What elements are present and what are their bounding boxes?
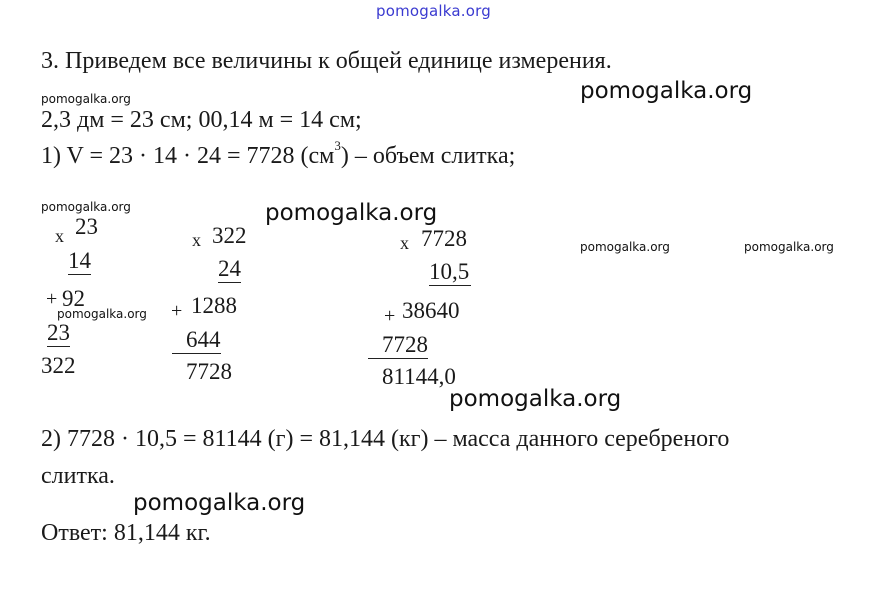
calc-1-plus: + <box>46 288 58 310</box>
calc-2-multiplicand: 322 <box>212 223 247 248</box>
watermark-small: pomogalka.org <box>41 92 131 106</box>
calc-2-result: 7728 <box>186 359 232 384</box>
top-watermark: pomogalka.org <box>376 2 491 20</box>
step-1-text: 1) V = 23 · 14 · 24 = 7728 (см <box>41 143 335 169</box>
calc-1-multiplier: 14 <box>68 248 91 273</box>
step-1-exponent: 3 <box>334 138 341 153</box>
watermark-large: pomogalka.org <box>580 78 753 104</box>
calc-3-plus: + <box>384 305 396 327</box>
watermark-small: pomogalka.org <box>41 200 131 214</box>
calc-2-plus: + <box>171 300 183 322</box>
task-heading: 3. Приведем все величины к общей единице измерения. <box>41 48 612 74</box>
step-1 <box>41 138 516 170</box>
step-2-line-1: 2) 7728 · 10,5 = 81144 (г) = 81,144 (кг) – масса данного серебреного <box>41 426 730 452</box>
answer: Ответ: 81,144 кг. <box>41 520 211 546</box>
watermark-large: pomogalka.org <box>133 490 306 516</box>
watermark-small: pomogalka.org <box>57 307 147 321</box>
calc-3-operator: x <box>400 233 409 253</box>
calc-3-multiplier: 10,5 <box>429 259 470 284</box>
calc-1-multiplicand: 23 <box>75 214 98 239</box>
watermark-large: pomogalka.org <box>265 200 438 226</box>
watermark-small: pomogalka.org <box>580 240 670 254</box>
calc-3-partial-2: 7728 <box>368 332 428 359</box>
step-2-line-2: слитка. <box>41 463 115 489</box>
calc-1-partial-2: 23 <box>47 320 70 345</box>
step-1-suffix: ) – объем слитка; <box>340 143 516 169</box>
calc-2-operator: x <box>192 230 201 250</box>
calc-3-multiplicand: 7728 <box>421 226 467 251</box>
calc-2-partial-1: 1288 <box>191 293 237 318</box>
calc-2-multiplier: 24 <box>218 256 241 281</box>
calc-3-partial-1: 38640 <box>402 298 460 323</box>
calc-1-result: 322 <box>41 353 76 378</box>
calc-3-result: 81144,0 <box>382 364 456 389</box>
calc-1-operator: x <box>55 226 64 246</box>
watermark-large: pomogalka.org <box>449 386 622 412</box>
calc-2-partial-2: 644 <box>172 327 221 354</box>
watermark-small: pomogalka.org <box>744 240 834 254</box>
calc-1-partial-1: 92 <box>62 286 85 311</box>
unit-conversion: 2,3 дм = 23 см; 00,14 м = 14 см; <box>41 107 362 133</box>
